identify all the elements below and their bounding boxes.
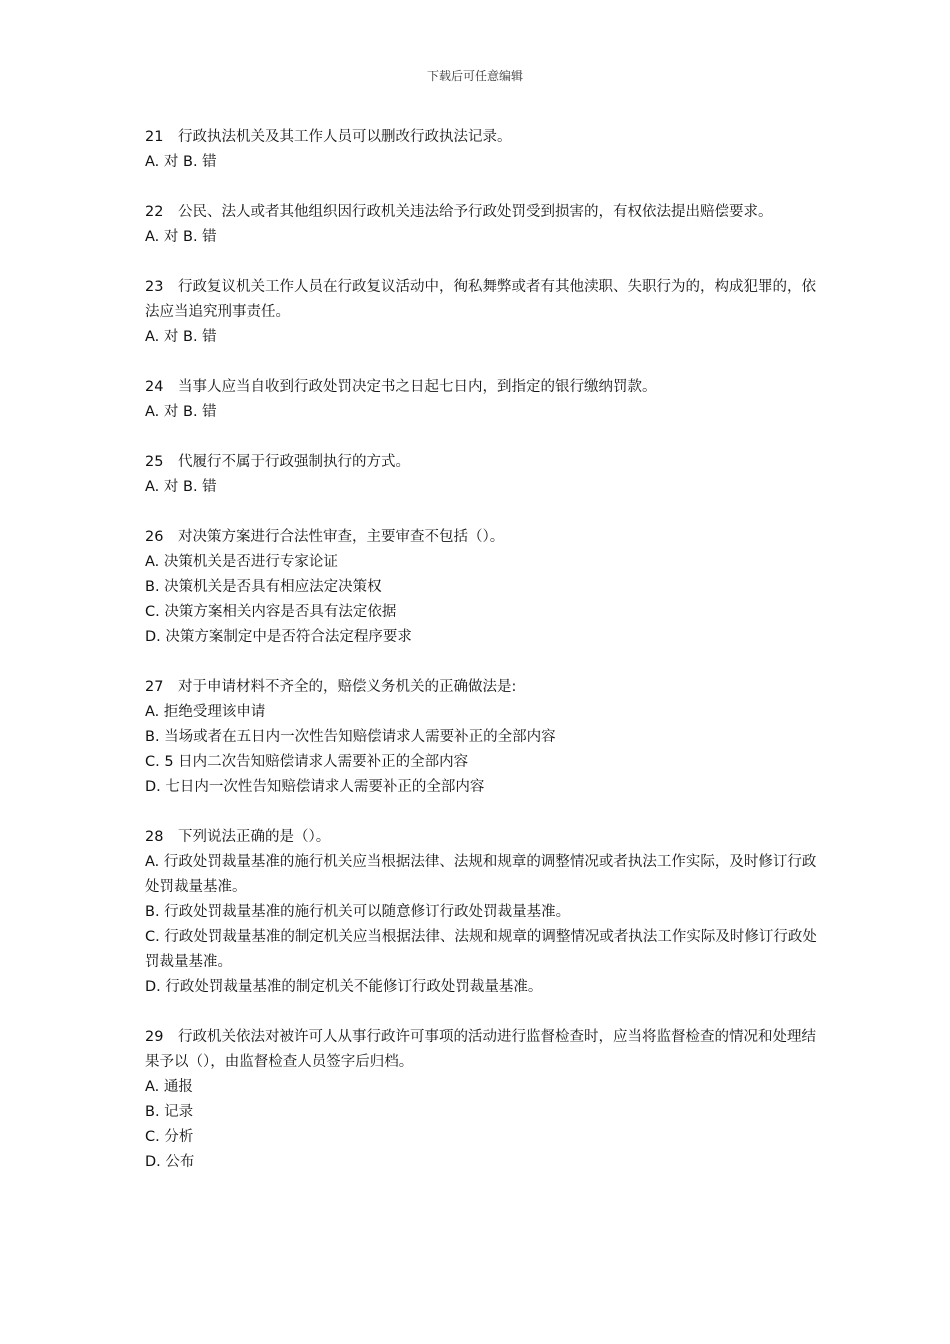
question-27 [145, 675, 817, 800]
question-stem [145, 200, 817, 225]
question-29 [145, 1025, 817, 1175]
option-a: A. 通报 [145, 1079, 193, 1095]
question-28 [145, 825, 817, 1000]
option-b: B. 记录 [145, 1104, 194, 1120]
question-number: 27 [145, 679, 164, 695]
question-text: 对决策方案进行合法性审查，主要审查不包括（）。 [178, 529, 505, 545]
question-stem [145, 450, 817, 475]
option-b: B. 行政处罚裁量基准的施行机关可以随意修订行政处罚裁量基准。 [145, 904, 571, 920]
question-number: 22 [145, 204, 164, 220]
option-line: A. 对 B. 错 [145, 154, 217, 170]
question-text: 代履行不属于行政强制执行的方式。 [178, 454, 410, 470]
question-number: 28 [145, 829, 164, 845]
option-c: C. 行政处罚裁量基准的制定机关应当根据法律、法规和规章的调整情况或者执法工作实际及时修订行政处罚裁量基准。 [145, 929, 817, 970]
question-number: 24 [145, 379, 164, 395]
question-26 [145, 525, 817, 650]
question-text: 行政复议机关工作人员在行政复议活动中，徇私舞弊或者有其他渎职、失职行为的，构成犯罪的，依法应当追究刑事责任。 [145, 279, 816, 320]
option-d: D. 七日内一次性告知赔偿请求人需要补正的全部内容 [145, 779, 485, 795]
question-stem [145, 125, 817, 150]
question-22 [145, 200, 817, 250]
question-stem [145, 1025, 817, 1075]
question-text: 下列说法正确的是（）。 [178, 829, 331, 845]
question-number: 26 [145, 529, 164, 545]
question-number: 25 [145, 454, 164, 470]
option-c: C. 决策方案相关内容是否具有法定依据 [145, 604, 397, 620]
question-stem [145, 675, 817, 700]
question-text: 行政机关依法对被许可人从事行政许可事项的活动进行监督检查时，应当将监督检查的情况和处理结果予以（），由监督检查人员签字后归档。 [145, 1029, 816, 1070]
option-line: A. 对 B. 错 [145, 404, 217, 420]
question-number: 21 [145, 129, 164, 145]
question-text: 对于申请材料不齐全的，赔偿义务机关的正确做法是: [178, 679, 517, 695]
option-line: A. 对 B. 错 [145, 329, 217, 345]
question-25 [145, 450, 817, 500]
question-stem [145, 375, 817, 400]
option-c: C. 5 日内二次告知赔偿请求人需要补正的全部内容 [145, 754, 469, 770]
question-text: 公民、法人或者其他组织因行政机关违法给予行政处罚受到损害的，有权依法提出赔偿要求。 [178, 204, 773, 220]
question-stem [145, 825, 817, 850]
question-stem [145, 275, 817, 325]
option-a: A. 拒绝受理该申请 [145, 704, 266, 720]
option-d: D. 公布 [145, 1154, 195, 1170]
question-24 [145, 375, 817, 425]
option-line: A. 对 B. 错 [145, 479, 217, 495]
option-b: B. 决策机关是否具有相应法定决策权 [145, 579, 382, 595]
option-d: D. 决策方案制定中是否符合法定程序要求 [145, 629, 412, 645]
option-a: A. 决策机关是否进行专家论证 [145, 554, 338, 570]
question-text: 行政执法机关及其工作人员可以删改行政执法记录。 [178, 129, 512, 145]
question-list [145, 125, 817, 1200]
option-line: A. 对 B. 错 [145, 229, 217, 245]
option-a: A. 行政处罚裁量基准的施行机关应当根据法律、法规和规章的调整情况或者执法工作实际，及时修订行政处罚裁量基准。 [145, 854, 817, 895]
question-23 [145, 275, 817, 350]
option-b: B. 当场或者在五日内一次性告知赔偿请求人需要补正的全部内容 [145, 729, 556, 745]
option-c: C. 分析 [145, 1129, 194, 1145]
page-header: 下载后可任意编辑 [426, 69, 523, 83]
question-stem [145, 525, 817, 550]
question-number: 29 [145, 1029, 164, 1045]
question-21 [145, 125, 817, 175]
question-text: 当事人应当自收到行政处罚决定书之日起七日内，到指定的银行缴纳罚款。 [178, 379, 657, 395]
option-d: D. 行政处罚裁量基准的制定机关不能修订行政处罚裁量基准。 [145, 979, 543, 995]
question-number: 23 [145, 279, 164, 295]
